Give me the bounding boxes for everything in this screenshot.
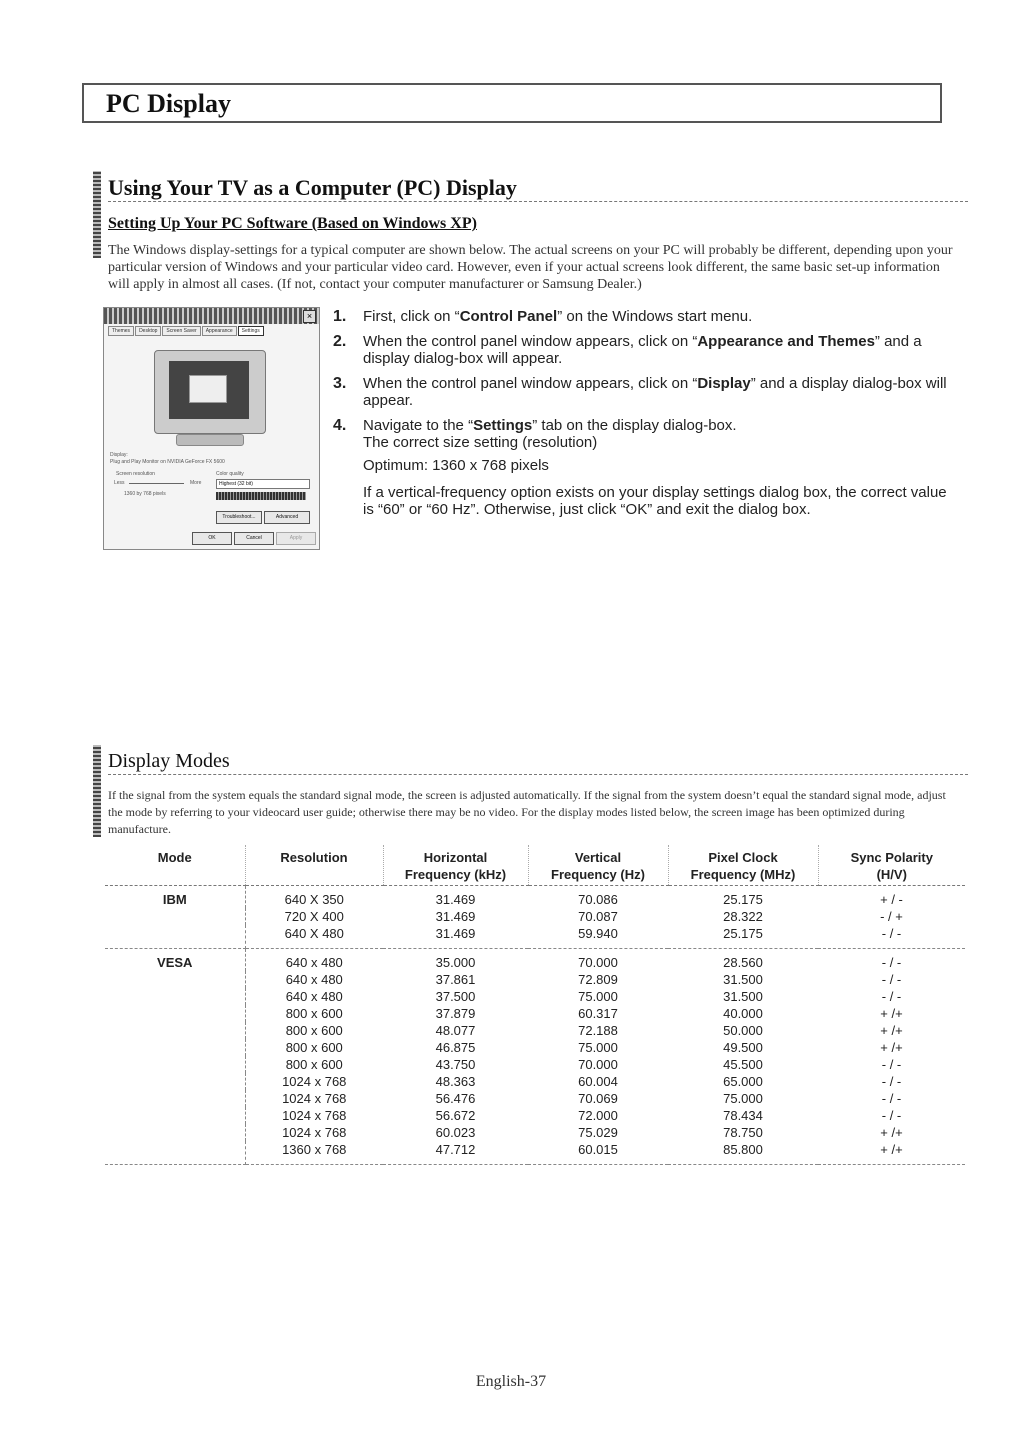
section-marker [93, 745, 101, 837]
cell-pixel-clock: 28.560 [723, 955, 763, 970]
header-sync-polarity: Sync Polarity (H/V) [818, 845, 965, 886]
display-value: Plug and Play Monitor on NVIDIA GeForce FX 5600 [110, 459, 225, 465]
cell-horizontal: 37.861 [435, 972, 476, 987]
table-row [105, 1039, 965, 1056]
step-text-before: When the control panel window appears, click on “ [363, 375, 698, 392]
cell-pixel-clock: 25.175 [668, 925, 818, 949]
color-quality-select: Highest (32 bit) [216, 479, 310, 489]
cell-mode [105, 1022, 245, 1039]
header-vertical: Vertical Frequency (Hz) [528, 845, 668, 886]
cell-mode [105, 908, 245, 925]
cell-sync-polarity: + /+ [880, 1040, 903, 1055]
cell-sync-polarity: + / - [880, 892, 903, 907]
dialog-tabs [108, 326, 264, 336]
cell-sync-polarity: + /+ [880, 1023, 903, 1038]
step-text-before: Navigate to the “ [363, 417, 474, 434]
table-row [105, 1090, 965, 1107]
less-label: Less [114, 480, 125, 486]
step-number: 3. [333, 375, 347, 392]
table-row [105, 1073, 965, 1090]
section-title-display-modes: Display Modes [108, 750, 230, 772]
frequency-note: If a vertical-frequency option exists on your display settings dialog box, the correct value is “60” or “60 Hz”. Otherwise, just click “OK” and exit the dialog box. [363, 484, 947, 518]
step-text-bold: Appearance and Themes [697, 333, 875, 350]
troubleshoot-button: Troubleshoot... [216, 511, 262, 524]
cell-resolution: 800 x 600 [285, 1040, 343, 1055]
step-4 [333, 417, 953, 518]
display-modes-intro: If the signal from the system equals the standard signal mode, the screen is adjusted automatically. If the signal from the system doesn’t equal the standard signal mode, adjust the mode by referring to your videocard user guide; otherwise there may be no video. For the display modes listed below, the screen image has been optimized during manufacture. [108, 788, 946, 836]
cell-sync-polarity: - / - [881, 989, 902, 1004]
step-number: 2. [333, 333, 347, 350]
cell-resolution: 720 X 400 [284, 909, 344, 924]
header-horizontal: Horizontal Frequency (kHz) [383, 845, 528, 886]
resolution-value: 1360 by 768 pixels [124, 491, 166, 497]
cell-resolution: 640 X 480 [245, 925, 383, 949]
cell-resolution: 800 x 600 [285, 1057, 343, 1072]
setup-steps [333, 308, 953, 526]
table-row [105, 971, 965, 988]
cell-pixel-clock: 40.000 [723, 1006, 763, 1021]
step-3 [333, 375, 953, 409]
cell-vertical: 75.000 [578, 989, 618, 1004]
apply-button: Apply [276, 532, 316, 545]
cell-mode [105, 971, 245, 988]
more-label: More [190, 480, 202, 486]
page-title: PC Display [106, 89, 231, 118]
cell-vertical: 72.809 [578, 972, 618, 987]
resolution-slider [129, 483, 184, 484]
table-row [105, 949, 965, 972]
intro-paragraph: The Windows display-settings for a typical computer are shown below. The actual screens on your PC will probably be different, depending upon your particular version of Windows and your particular video card. However, even if your actual screens look different, the same basic set-up information will apply in almost all cases. (If not, contact your computer manufacturer or Samsung Dealer.) [108, 243, 953, 292]
cancel-button: Cancel [234, 532, 274, 545]
tab-settings: Settings [238, 326, 264, 336]
section-marker [93, 171, 101, 258]
cell-pixel-clock: 49.500 [723, 1040, 763, 1055]
cell-vertical: 59.940 [528, 925, 668, 949]
cell-horizontal: 48.363 [435, 1074, 476, 1089]
cell-mode: IBM [105, 886, 245, 909]
display-label: Display: [110, 452, 128, 458]
cell-horizontal: 47.712 [383, 1141, 528, 1165]
step-number: 1. [333, 308, 347, 325]
table-row [105, 1005, 965, 1022]
table-row [105, 908, 965, 925]
cell-mode: VESA [105, 949, 245, 972]
cell-vertical: 70.087 [578, 909, 618, 924]
table-header-row [105, 845, 965, 886]
cell-pixel-clock: 28.322 [723, 909, 763, 924]
monitor-stand [176, 434, 244, 446]
cell-horizontal: 35.000 [435, 955, 476, 970]
page-footer: English-37 [475, 1373, 547, 1390]
cell-resolution: 640 x 480 [285, 972, 343, 987]
cell-vertical: 72.188 [578, 1023, 618, 1038]
tab-appearance: Appearance [202, 326, 237, 336]
advanced-button: Advanced [264, 511, 310, 524]
cell-pixel-clock: 45.500 [723, 1057, 763, 1072]
section-title-pc-display: Using Your TV as a Computer (PC) Display [108, 175, 517, 200]
table-row [105, 1107, 965, 1124]
step-text-before: First, click on “ [363, 308, 460, 325]
step-text-bold: Display [697, 375, 751, 392]
cell-resolution: 800 x 600 [285, 1023, 343, 1038]
cell-horizontal: 43.750 [435, 1057, 476, 1072]
step-text-after: ” on the Windows start menu. [557, 308, 753, 325]
cell-horizontal: 56.476 [435, 1091, 476, 1106]
step-text-bold: Settings [473, 417, 533, 434]
cell-resolution: 1024 x 768 [282, 1091, 347, 1106]
cell-horizontal: 37.879 [435, 1006, 476, 1021]
step-2 [333, 333, 953, 367]
cell-sync-polarity: - / - [881, 972, 902, 987]
display-modes-table [105, 845, 965, 1165]
cell-sync-polarity: - / - [881, 955, 902, 970]
cell-pixel-clock: 78.750 [723, 1125, 763, 1140]
cell-horizontal: 37.500 [435, 989, 476, 1004]
cell-sync-polarity: - / - [881, 1074, 902, 1089]
cell-pixel-clock: 78.434 [723, 1108, 763, 1123]
cell-horizontal: 46.875 [435, 1040, 476, 1055]
cell-pixel-clock: 31.500 [723, 989, 763, 1004]
cell-resolution: 640 x 480 [285, 955, 343, 970]
table-row [105, 988, 965, 1005]
cell-pixel-clock: 65.000 [723, 1074, 763, 1089]
cell-mode [105, 1124, 245, 1141]
display-properties-screenshot [103, 307, 320, 550]
section-divider [108, 774, 968, 775]
section-divider [108, 201, 968, 202]
table-body [105, 886, 965, 1165]
color-bar [216, 492, 306, 500]
resolution-note: The correct size setting (resolution) [363, 434, 598, 451]
subheading: Setting Up Your PC Software (Based on Windows XP) [108, 215, 477, 232]
page-title-box [82, 83, 942, 123]
cell-vertical: 70.086 [578, 892, 618, 907]
table-row [105, 925, 965, 949]
cell-vertical: 60.317 [578, 1006, 618, 1021]
cell-resolution: 640 X 350 [284, 892, 344, 907]
cell-sync-polarity: - / - [881, 1091, 902, 1106]
cell-mode [105, 1056, 245, 1073]
cell-horizontal: 31.469 [383, 925, 528, 949]
cell-mode [105, 1141, 245, 1165]
cell-vertical: 60.015 [528, 1141, 668, 1165]
cell-horizontal: 60.023 [435, 1125, 476, 1140]
cell-resolution: 1024 x 768 [282, 1074, 347, 1089]
cell-sync-polarity: + /+ [880, 1006, 903, 1021]
cell-sync-polarity: - / - [818, 925, 965, 949]
step-1 [333, 308, 953, 325]
step-number: 4. [333, 417, 347, 434]
color-quality-label: Color quality [216, 471, 244, 477]
cell-mode [105, 1073, 245, 1090]
cell-vertical: 70.000 [578, 955, 618, 970]
cell-horizontal: 31.469 [435, 892, 476, 907]
cell-horizontal: 56.672 [435, 1108, 476, 1123]
cell-pixel-clock: 50.000 [723, 1023, 763, 1038]
cell-pixel-clock: 85.800 [668, 1141, 818, 1165]
step-text-before: When the control panel window appears, click on “ [363, 333, 698, 350]
table-row [105, 1056, 965, 1073]
cell-vertical: 70.000 [578, 1057, 618, 1072]
step-text-after: ” and a display dialog-box will appear. [363, 375, 947, 409]
table-row [105, 1124, 965, 1141]
cell-sync-polarity: + /+ [818, 1141, 965, 1165]
cell-sync-polarity: - / - [881, 1108, 902, 1123]
tab-themes: Themes [108, 326, 134, 336]
cell-mode [105, 925, 245, 949]
cell-pixel-clock: 75.000 [723, 1091, 763, 1106]
step-text-after: ” tab on the display dialog-box. [532, 417, 737, 434]
ok-button: OK [192, 532, 232, 545]
header-pixel-clock: Pixel Clock Frequency (MHz) [668, 845, 818, 886]
cell-resolution: 1024 x 768 [282, 1108, 347, 1123]
table-row [105, 1022, 965, 1039]
table-row [105, 886, 965, 909]
cell-mode [105, 988, 245, 1005]
step-text-after: ” and a display dialog-box will appear. [363, 333, 922, 367]
tab-screen-saver: Screen Saver [162, 326, 200, 336]
monitor-screen [169, 361, 249, 419]
table-row [105, 1141, 965, 1165]
cell-vertical: 75.000 [578, 1040, 618, 1055]
cell-vertical: 75.029 [578, 1125, 618, 1140]
cell-sync-polarity: - / + [880, 909, 903, 924]
cell-vertical: 60.004 [578, 1074, 618, 1089]
cell-sync-polarity: - / - [881, 1057, 902, 1072]
cell-resolution: 1360 x 768 [245, 1141, 383, 1165]
cell-resolution: 1024 x 768 [282, 1125, 347, 1140]
step-text-bold: Control Panel [459, 308, 558, 325]
cell-horizontal: 31.469 [435, 909, 476, 924]
close-icon: × [303, 310, 316, 323]
window-preview [189, 375, 227, 403]
header-mode: Mode [105, 845, 245, 886]
header-resolution: Resolution [245, 845, 383, 886]
cell-mode [105, 1107, 245, 1124]
cell-sync-polarity: + /+ [880, 1125, 903, 1140]
cell-vertical: 72.000 [578, 1108, 618, 1123]
cell-vertical: 70.069 [578, 1091, 618, 1106]
cell-mode [105, 1005, 245, 1022]
monitor-icon [154, 350, 266, 434]
cell-mode [105, 1039, 245, 1056]
cell-resolution: 640 x 480 [285, 989, 343, 1004]
optimum-resolution: Optimum: 1360 x 768 pixels [363, 457, 549, 474]
dialog-titlebar [104, 308, 319, 324]
cell-resolution: 800 x 600 [285, 1006, 343, 1021]
cell-pixel-clock: 25.175 [723, 892, 763, 907]
cell-horizontal: 48.077 [435, 1023, 476, 1038]
tab-desktop: Desktop [135, 326, 161, 336]
cell-pixel-clock: 31.500 [723, 972, 763, 987]
screen-resolution-label: Screen resolution [116, 471, 155, 477]
cell-mode [105, 1090, 245, 1107]
